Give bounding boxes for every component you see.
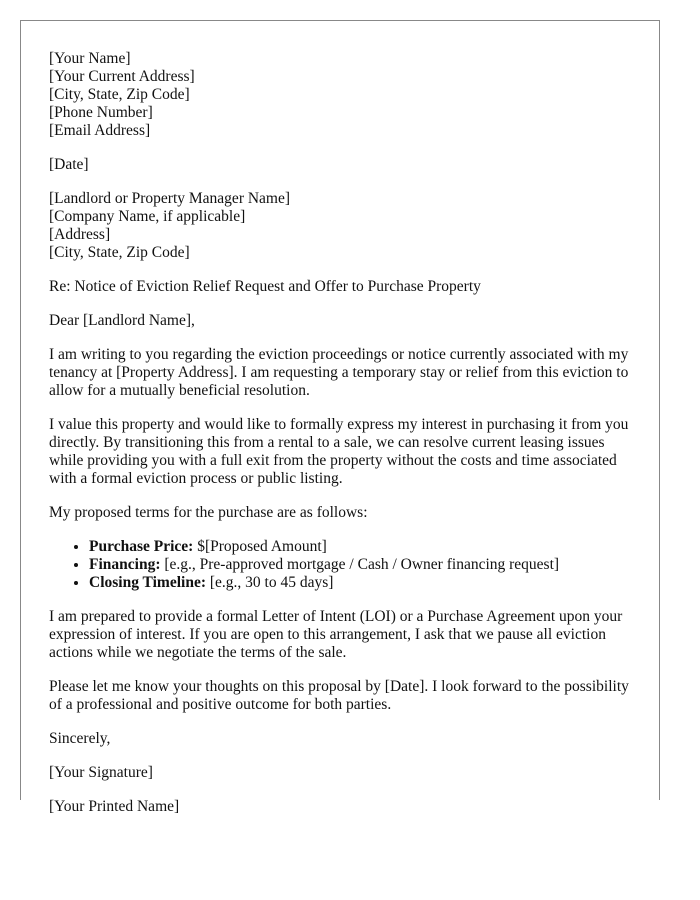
recipient-company: [Company Name, if applicable]: [49, 208, 246, 225]
sender-name: [Your Name]: [49, 50, 131, 67]
terms-list: [49, 538, 633, 592]
sender-address: [Your Current Address]: [49, 68, 195, 85]
paragraph-purchase-interest: I value this property and would like to formally express my interest in purchasing it from you directly. By transitioning this from a rental to a sale, we can resolve current leasing issues while providing you with a full exit from the property without the costs and time associated with a formal eviction process or public listing.: [49, 416, 629, 487]
paragraph-eviction-relief: I am writing to you regarding the eviction proceedings or notice currently associated with my tenancy at [Property Address]. I am requesting a temporary stay or relief from this eviction to allow for a mutually beneficial resolution.: [49, 346, 629, 399]
letter-content: [49, 50, 633, 832]
sender-city-state-zip: [City, State, Zip Code]: [49, 86, 190, 103]
closing: Sincerely,: [49, 730, 111, 747]
sender-email: [Email Address]: [49, 122, 151, 139]
signature: [Your Signature]: [49, 764, 153, 781]
term-label: Financing:: [89, 556, 161, 573]
recipient-name: [Landlord or Property Manager Name]: [49, 190, 291, 207]
term-value: [e.g., 30 to 45 days]: [205, 574, 334, 591]
term-closing-timeline: [89, 574, 633, 592]
term-value: [e.g., Pre-approved mortgage / Cash / Owner financing request]: [160, 556, 560, 573]
paragraph-terms-intro: My proposed terms for the purchase are as follows:: [49, 504, 368, 521]
recipient-block: [49, 190, 633, 262]
recipient-city-state-zip: [City, State, Zip Code]: [49, 244, 190, 261]
paragraph-loi: I am prepared to provide a formal Letter of Intent (LOI) or a Purchase Agreement upon your expression of interest. If you are open to this arrangement, I ask that we pause all eviction actions while we negotiate the terms of the sale.: [49, 608, 623, 661]
term-purchase-price: [89, 538, 633, 556]
paragraph-closing-request: Please let me know your thoughts on this proposal by [Date]. I look forward to the possibility of a professional and positive outcome for both parties.: [49, 678, 629, 713]
recipient-address: [Address]: [49, 226, 111, 243]
sender-phone: [Phone Number]: [49, 104, 153, 121]
date-block: [49, 156, 633, 174]
salutation: Dear [Landlord Name],: [49, 312, 195, 329]
subject-line: Re: Notice of Eviction Relief Request and Offer to Purchase Property: [49, 278, 481, 295]
term-label: Purchase Price:: [89, 538, 194, 555]
printed-name: [Your Printed Name]: [49, 798, 180, 815]
term-value: $[Proposed Amount]: [193, 538, 327, 555]
letter-page: [20, 20, 660, 815]
term-label: Closing Timeline:: [89, 574, 206, 591]
sender-block: [49, 50, 633, 140]
letter-date: [Date]: [49, 156, 89, 173]
term-financing: [89, 556, 633, 574]
